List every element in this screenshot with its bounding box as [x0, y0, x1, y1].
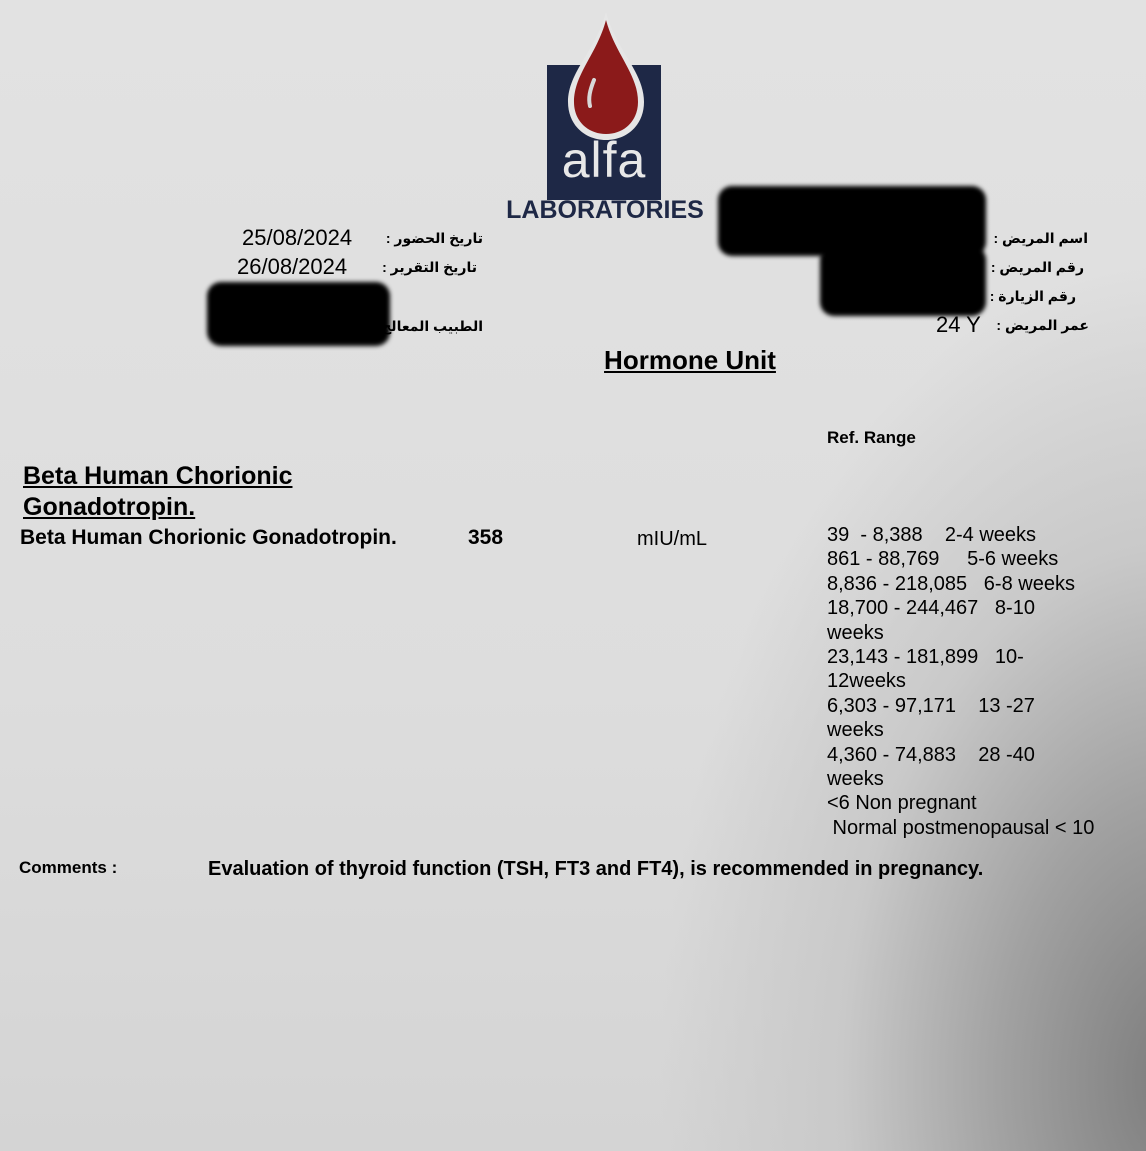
ref-range-line: Normal postmenopausal < 10 [827, 816, 1095, 839]
ref-range-line: 12weeks [827, 670, 906, 693]
patient-name-label: اسم المريض : [993, 230, 1088, 246]
ref-range-line: 23,143 - 181,899 10- [827, 646, 1024, 669]
report-date: 26/08/2024 [237, 254, 348, 279]
ref-range-line: 6,303 - 97,171 13 -27 [827, 694, 1035, 717]
visit-number-label: رقم الزيارة : [989, 288, 1076, 304]
comments-label: Comments : [19, 858, 118, 877]
doctor-name-redaction [207, 282, 390, 346]
test-result: 358 [468, 526, 504, 549]
comments-text: Evaluation of thyroid function (TSH, FT3 and FT4), is recommended in pregnancy. [208, 858, 984, 880]
patient-number-redaction [820, 246, 986, 316]
logo-word: alfa [561, 132, 647, 188]
ref-range-line: 8,836 - 218,085 6-8 weeks [827, 572, 1075, 595]
visit-number-partial-end: 8 [970, 283, 983, 308]
ref-range-line: 39 - 8,388 2-4 weeks [827, 524, 1037, 546]
ref-range-line: weeks [827, 768, 884, 791]
section-title [23, 461, 292, 523]
blood-drop-icon [566, 10, 646, 142]
ref-range-line: 4,360 - 74,883 28 -40 [827, 743, 1035, 766]
patient-number-label: رقم المريض : [990, 259, 1084, 275]
ref-range-line: <6 Non pregnant [827, 792, 977, 815]
attendance-date: 25/08/2024 [242, 225, 353, 250]
ref-range-line: weeks [827, 621, 884, 644]
ref-range-line: 861 - 88,769 5-6 weeks [827, 548, 1059, 571]
attendance-date-label: تاريخ الحضور : [385, 230, 483, 246]
doctor-label: الطبيب المعالج [381, 318, 483, 334]
section-title-line2: Gonadotropin. [23, 493, 196, 521]
test-name: Beta Human Chorionic Gonadotropin. [20, 526, 397, 549]
ref-range-line: 18,700 - 244,467 8-10 [827, 597, 1035, 620]
visit-number-partial-start: 1 [831, 283, 844, 308]
alfa-laboratories-logo [500, 10, 710, 230]
patient-age-label: عمر المريض : [996, 317, 1089, 333]
ref-range-line: weeks [827, 719, 884, 742]
test-unit: mIU/mL [637, 528, 707, 550]
patient-age: 24 Y [936, 312, 981, 337]
ref-range-header: Ref. Range [827, 428, 916, 447]
logo-laboratories: LABORATORIES [506, 196, 704, 224]
unit-title: Hormone Unit [604, 345, 776, 375]
section-title-line1: Beta Human Chorionic [23, 462, 293, 490]
report-date-label: تاريخ التقرير : [382, 259, 477, 275]
ref-range-list [827, 523, 1127, 840]
